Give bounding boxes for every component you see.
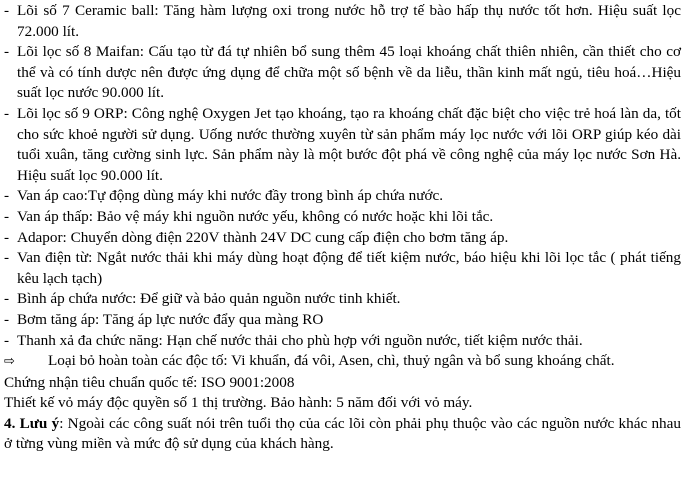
note-label: 4. Lưu ý bbox=[4, 414, 60, 432]
item-text: Van điện từ: Ngắt nước thải khi máy dùng hoạt động để tiết kiệm nước, báo hiệu khi lõi lọc tắc ( phát tiếng kêu lạch tạch) bbox=[17, 249, 681, 287]
bullet-dash: - bbox=[4, 228, 10, 246]
bullet-dash: - bbox=[4, 104, 10, 122]
arrow-right-icon: ⇨ bbox=[4, 354, 15, 370]
bullet-dash: - bbox=[4, 310, 10, 328]
bullet-dash: - bbox=[4, 331, 10, 349]
summary-text: Loại bỏ hoàn toàn các độc tố: Vi khuẩn, đá vôi, Asen, chì, thuỷ ngân và bổ sung khoáng chất. bbox=[48, 352, 615, 370]
bullet-dash: - bbox=[4, 249, 10, 267]
list-item bbox=[4, 248, 681, 289]
item-text: Bơm tăng áp: Tăng áp lực nước đẩy qua màng RO bbox=[17, 310, 324, 328]
list-item bbox=[4, 310, 681, 331]
note-paragraph bbox=[4, 414, 681, 455]
design-warranty-line: Thiết kế vỏ máy độc quyền số 1 thị trường. Bảo hành: 5 năm đối với vỏ máy. bbox=[4, 394, 473, 412]
summary-paragraph bbox=[4, 351, 681, 373]
component-list bbox=[4, 1, 681, 351]
item-text: Bình áp chứa nước: Để giữ và bảo quản nguồn nước tinh khiết. bbox=[17, 290, 401, 308]
item-text: Adapor: Chuyển dòng điện 220V thành 24V DC cung cấp điện cho bơm tăng áp. bbox=[17, 228, 509, 246]
item-text: Van áp thấp: Bảo vệ máy khi nguồn nước yếu, không có nước hoặc khi lõi tắc. bbox=[17, 207, 494, 225]
list-item bbox=[4, 289, 681, 310]
list-item bbox=[4, 1, 681, 42]
list-item bbox=[4, 186, 681, 207]
note-text: : Ngoài các công suất nói trên tuổi thọ của các lõi còn phải phụ thuộc vào các nguồn nước khác nhau ở từng vùng miền và mức độ sử dụng của khách hàng. bbox=[4, 414, 681, 453]
item-text: Van áp cao:Tự động dùng máy khi nước đầy trong bình áp chứa nước. bbox=[17, 187, 444, 205]
item-text: Lõi lọc số 9 ORP: Công nghệ Oxygen Jet tạo khoáng, tạo ra khoáng chất đặc biệt cho việc trẻ hoá làn da, tốt cho sức khoẻ người sử dụng. Uống nước thường xuyên từ sản phẩm máy lọc nước với lõi ORP giúp kéo dài tuổi xuân, tăng cường sinh lực. Sản phẩm này là một bước đột phá về công nghệ của máy lọc nước Sơn Hà. Hiệu suất lọc 90.000 lít. bbox=[17, 104, 681, 184]
list-item bbox=[4, 228, 681, 249]
bullet-dash: - bbox=[4, 187, 10, 205]
bullet-dash: - bbox=[4, 2, 10, 19]
list-item bbox=[4, 42, 681, 104]
bullet-dash: - bbox=[4, 43, 10, 61]
list-item bbox=[4, 207, 681, 228]
list-item bbox=[4, 104, 681, 186]
item-text: Thanh xả đa chức năng: Hạn chế nước thải cho phù hợp với nguồn nước, tiết kiệm nước thải. bbox=[17, 331, 583, 349]
bullet-dash: - bbox=[4, 207, 10, 225]
certificate-line: Chứng nhận tiêu chuẩn quốc tế: ISO 9001:2008 bbox=[4, 373, 295, 391]
bullet-dash: - bbox=[4, 290, 10, 308]
list-item bbox=[4, 331, 681, 352]
item-text: Lõi số 7 Ceramic ball: Tăng hàm lượng oxi trong nước hỗ trợ tế bào hấp thụ nước tốt hơn. Hiệu suất lọc 72.000 lít. bbox=[17, 2, 681, 40]
item-text: Lõi lọc số 8 Maifan: Cấu tạo từ đá tự nhiên bổ sung thêm 45 loại khoáng chất thiên nhiên, cần thiết cho cơ thể và có tính dược nên được ứng dụng để chữa một số bệnh về da liễu, thần kinh mất ngủ, tiêu hoá…Hiệu suất lọc nước 90.000 lít. bbox=[17, 43, 681, 102]
